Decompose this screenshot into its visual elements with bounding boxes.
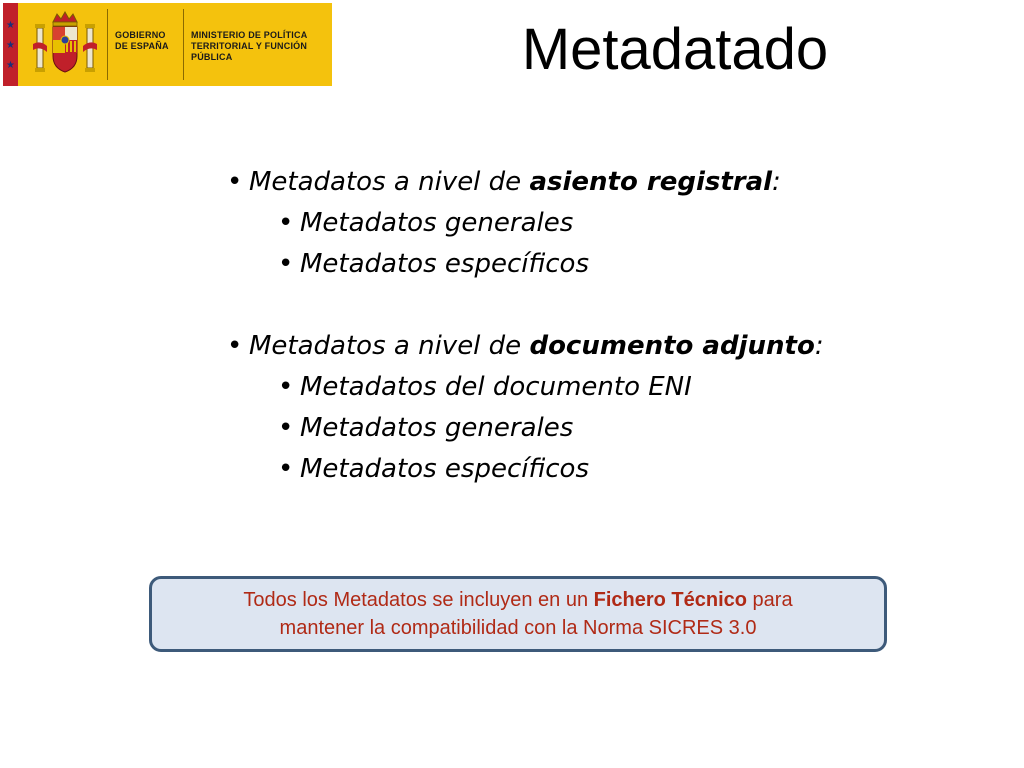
bullet-documento-adjunto: [227, 326, 947, 367]
logo-divider: [183, 9, 184, 80]
bullet-text-suffix: :: [814, 331, 824, 361]
star-icon: ★: [6, 40, 15, 51]
sub-bullet: [227, 244, 947, 285]
coat-of-arms-icon: [25, 10, 105, 82]
bullet-icon: •: [278, 413, 294, 443]
sub-bullet: [227, 449, 947, 490]
bullet-icon: •: [278, 454, 294, 484]
eu-flag-strip: [3, 3, 18, 86]
bullet-text-bold: asiento registral: [529, 167, 773, 197]
government-logo: [3, 3, 332, 86]
bullet-icon: •: [227, 167, 243, 197]
bullet-text-bold: documento adjunto: [529, 331, 815, 361]
star-icon: ★: [6, 60, 15, 71]
slide-title: Metadatado: [521, 17, 829, 82]
bullet-asiento-registral: [227, 162, 947, 203]
sub-bullet-text: Metadatos generales: [300, 413, 574, 443]
sub-bullet: [227, 367, 947, 408]
sub-bullet-text: Metadatos generales: [300, 208, 574, 238]
callout-box: [149, 576, 887, 652]
bullet-icon: •: [278, 208, 294, 238]
sub-bullet: [227, 203, 947, 244]
sub-bullet-text: Metadatos específicos: [300, 454, 590, 484]
bullet-icon: •: [227, 331, 243, 361]
bullet-text-suffix: :: [772, 167, 781, 197]
bullet-icon: •: [278, 372, 294, 402]
sub-bullet: [227, 408, 947, 449]
callout-line-2: mantener la compatibilidad con la Norma SICRES 3.0: [279, 617, 757, 639]
slide-content: [227, 162, 947, 490]
callout-text: para: [747, 589, 793, 611]
callout-text: Todos los Metadatos se incluyen en un: [243, 589, 594, 611]
sub-bullet-text: Metadatos del documento ENI: [300, 372, 692, 402]
logo-gobierno-text: GOBIERNO DE ESPAÑA: [115, 30, 169, 51]
bullet-text-prefix: Metadatos a nivel de: [249, 331, 530, 361]
callout-bold-text: Fichero Técnico: [593, 589, 747, 611]
bullet-icon: •: [278, 249, 294, 279]
bullet-text-prefix: Metadatos a nivel de: [249, 167, 530, 197]
logo-ministerio-text: MINISTERIO DE POLÍTICA TERRITORIAL Y FUNCIÓN PÚBLICA: [191, 30, 308, 62]
callout-line-1: [243, 586, 792, 614]
logo-divider: [107, 9, 108, 80]
sub-bullet-text: Metadatos específicos: [300, 249, 590, 279]
star-icon: ★: [6, 20, 15, 31]
